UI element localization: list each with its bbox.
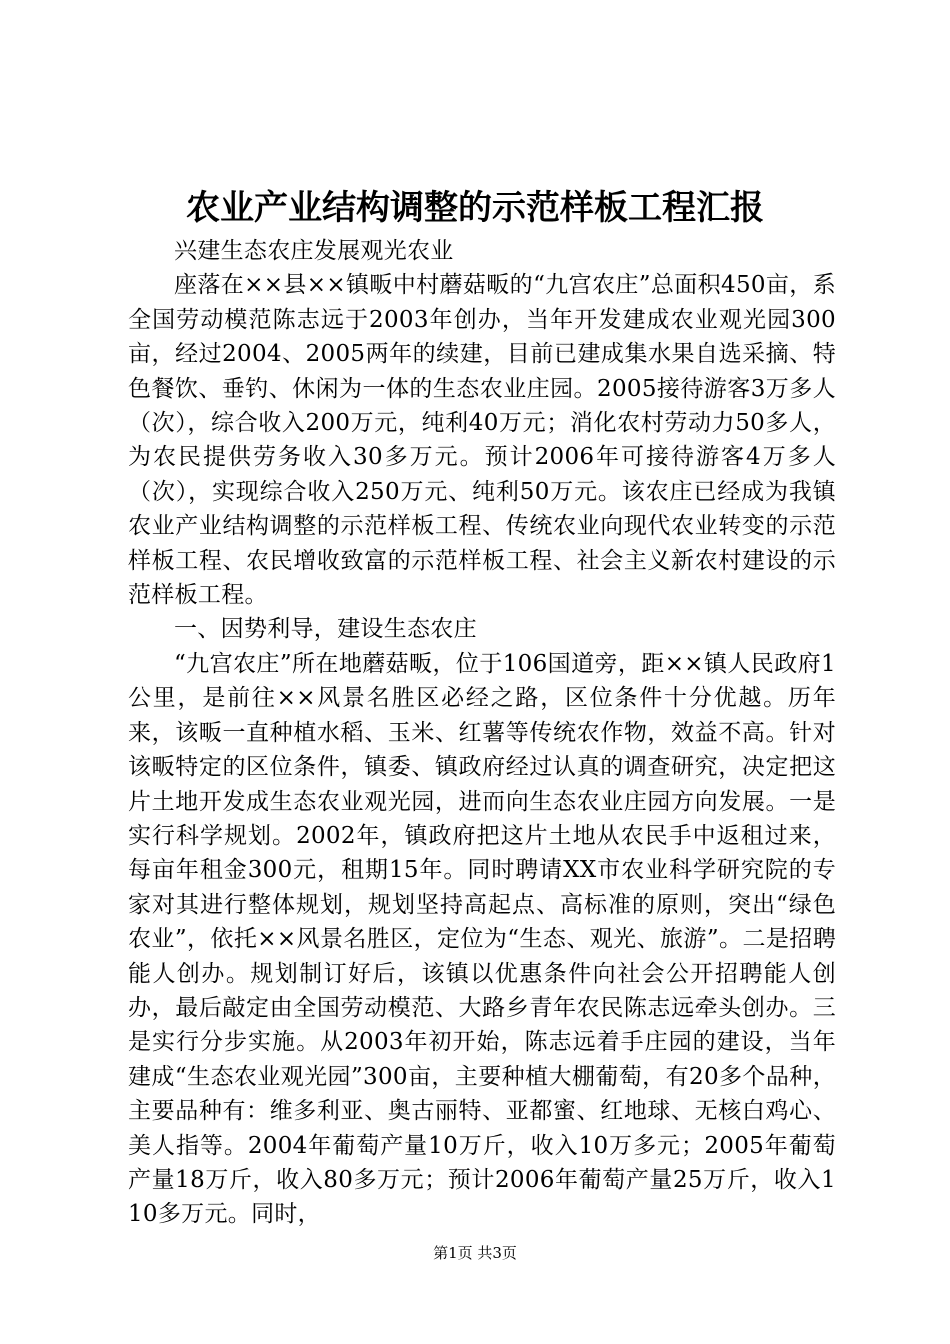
section-paragraph: “九宫农庄”所在地蘑菇畈，位于106国道旁，距××镇人民政府1公里，是前往××风景名胜区必经之路，区位条件十分优越。历年来，该畈一直种植水稻、玉米、红薯等传统农作物，效益不高。针对该畈特定的区位条件，镇委、镇政府经过认真的调查研究，决定把这片土地开发成生态农业观光园，进而向生态农业庄园方向发展。一是实行科学规划。2002年，镇政府把这片土地从农民手中返租过来，每亩年租金300元，租期15年。同时聘请XX市农业科学研究院的专家对其进行整体规划，规划坚持高起点、高标准的原则，突出“绿色农业”，依托××风景名胜区，定位为“生态、观光、旅游”。二是招聘能人创办。规划制订好后，该镇以优惠条件向社会公开招聘能人创办，最后敲定由全国劳动模范、大路乡青年农民陈志远牵头创办。三是实行分步实施。从2003年初开始，陈志远着手庄园的建设，当年建成“生态农业观光园”300亩，主要种植大棚葡萄，有20多个品种，主要品种有：维多利亚、奥古丽特、亚都蜜、红地球、无核白鸡心、美人指等。2004年葡萄产量10万斤，收入10万多元；2005年葡萄产量18万斤，收入80多万元；预计2006年葡萄产量25万斤，收入110多万元。同时， (128, 650, 836, 1228)
subtitle-paragraph: 兴建生态农庄发展观光农业 (174, 238, 454, 264)
page-footer: 第1页 共3页 (433, 1244, 517, 1262)
document-body (128, 234, 836, 1232)
section-heading: 一、因势利导，建设生态农庄 (174, 616, 477, 643)
intro-paragraph: 座落在××县××镇畈中村蘑菇畈的“九宫农庄”总面积450亩，系全国劳动模范陈志远于2003年创办，当年开发建成农业观光园300亩，经过2004、2005两年的续建，目前已建成集水果自选采摘、特色餐饮、垂钓、休闲为一体的生态农业庄园。2005接待游客3万多人（次），综合收入200万元，纯利40万元；消化农村劳动力50多人，为农民提供劳务收入30多万元。预计2006年可接待游客4万多人（次），实现综合收入250万元、纯利50万元。该农庄已经成为我镇农业产业结构调整的示范样板工程、传统农业向现代农业转变的示范样板工程、农民增收致富的示范样板工程、社会主义新农村建设的示范样板工程。 (128, 272, 836, 609)
document-title: 农业产业结构调整的示范样板工程汇报 (186, 188, 764, 228)
